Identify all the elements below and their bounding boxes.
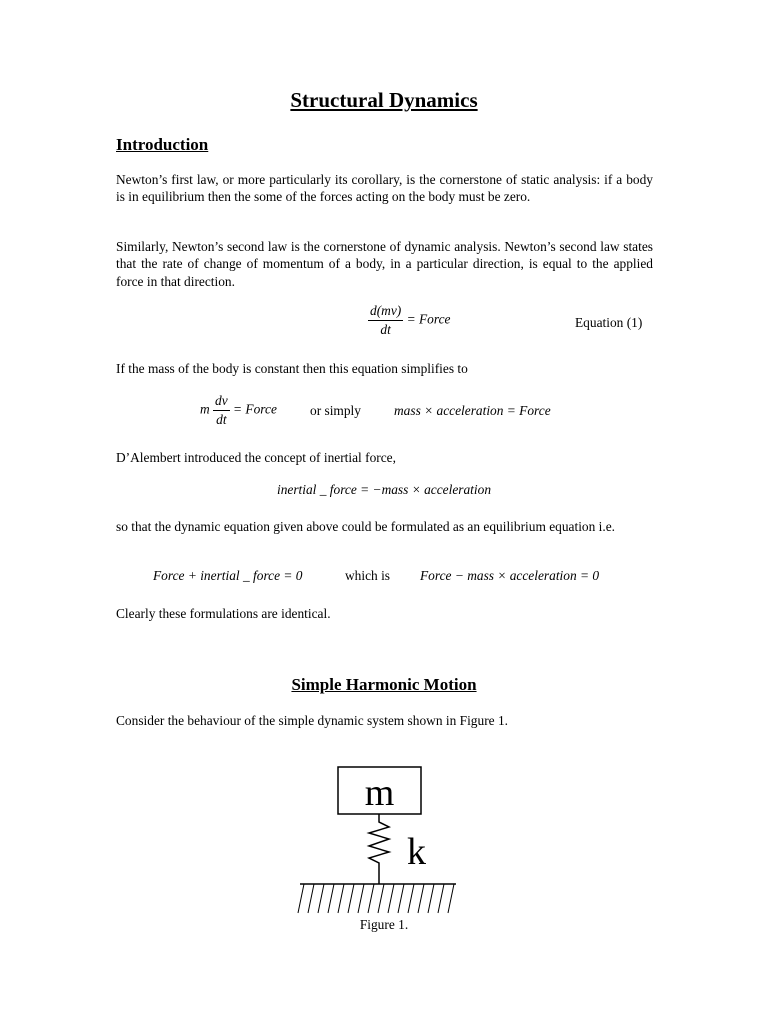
equation-2-numerator: dv [213,393,230,411]
paragraph-constant-mass: If the mass of the body is constant then this equation simplifies to [116,361,468,376]
equation-4-connector: which is [345,568,391,583]
ground-hatching [298,884,454,913]
spring [369,814,389,884]
equation-1-label: Equation (1) [575,315,643,330]
equation-2 [200,393,277,428]
paragraph-dalembert: D’Alembert introduced the concept of inertial force, [116,450,396,465]
figure-1-caption: Figure 1. [359,917,409,932]
mass-label: m [364,772,395,814]
page-title: Structural Dynamics [290,88,478,112]
paragraph-newton-first-law: Newton’s first law, or more particularly its corollary, is the cornerstone of static analysis: if a body is in equilibrium then the some of the forces acting on the body must be zero. [116,172,653,205]
paragraph-newton-second-law: Similarly, Newton’s second law is the cornerstone of dynamic analysis. Newton’s second law states that the rate of change of momentum of a body, in a particular direction, is equal to the applied force in that direction. [116,239,653,289]
equation-1-denominator: dt [380,322,391,337]
equation-1-numerator: d(mv) [368,303,403,321]
equation-1-rhs: = Force [406,311,451,327]
equation-3: inertial _ force = −mass × acceleration [276,482,492,497]
equation-2-fraction [213,393,230,428]
equation-4-left: Force + inertial _ force = 0 [153,568,303,583]
equation-2-connector: or simply [310,403,361,418]
section-heading-introduction: Introduction [116,135,209,154]
equation-1-fraction [368,303,403,338]
section-heading-simple-harmonic-motion: Simple Harmonic Motion [291,675,477,694]
equation-2-alt: mass × acceleration = Force [394,403,551,418]
equation-4-right: Force − mass × acceleration = 0 [420,568,600,583]
paragraph-dynamic-equilibrium: so that the dynamic equation given above could be formulated as an equilibrium equation i.e. [116,519,616,534]
paragraph-consider-system: Consider the behaviour of the simple dynamic system shown in Figure 1. [116,713,508,728]
equation-2-prefix: m [200,401,210,417]
figure-1-diagram [290,760,470,920]
equation-2-denominator: dt [216,412,227,427]
spring-label: k [407,831,426,873]
equation-2-rhs: = Force [233,401,277,417]
equation-1 [368,303,450,338]
paragraph-identical: Clearly these formulations are identical. [116,606,331,621]
